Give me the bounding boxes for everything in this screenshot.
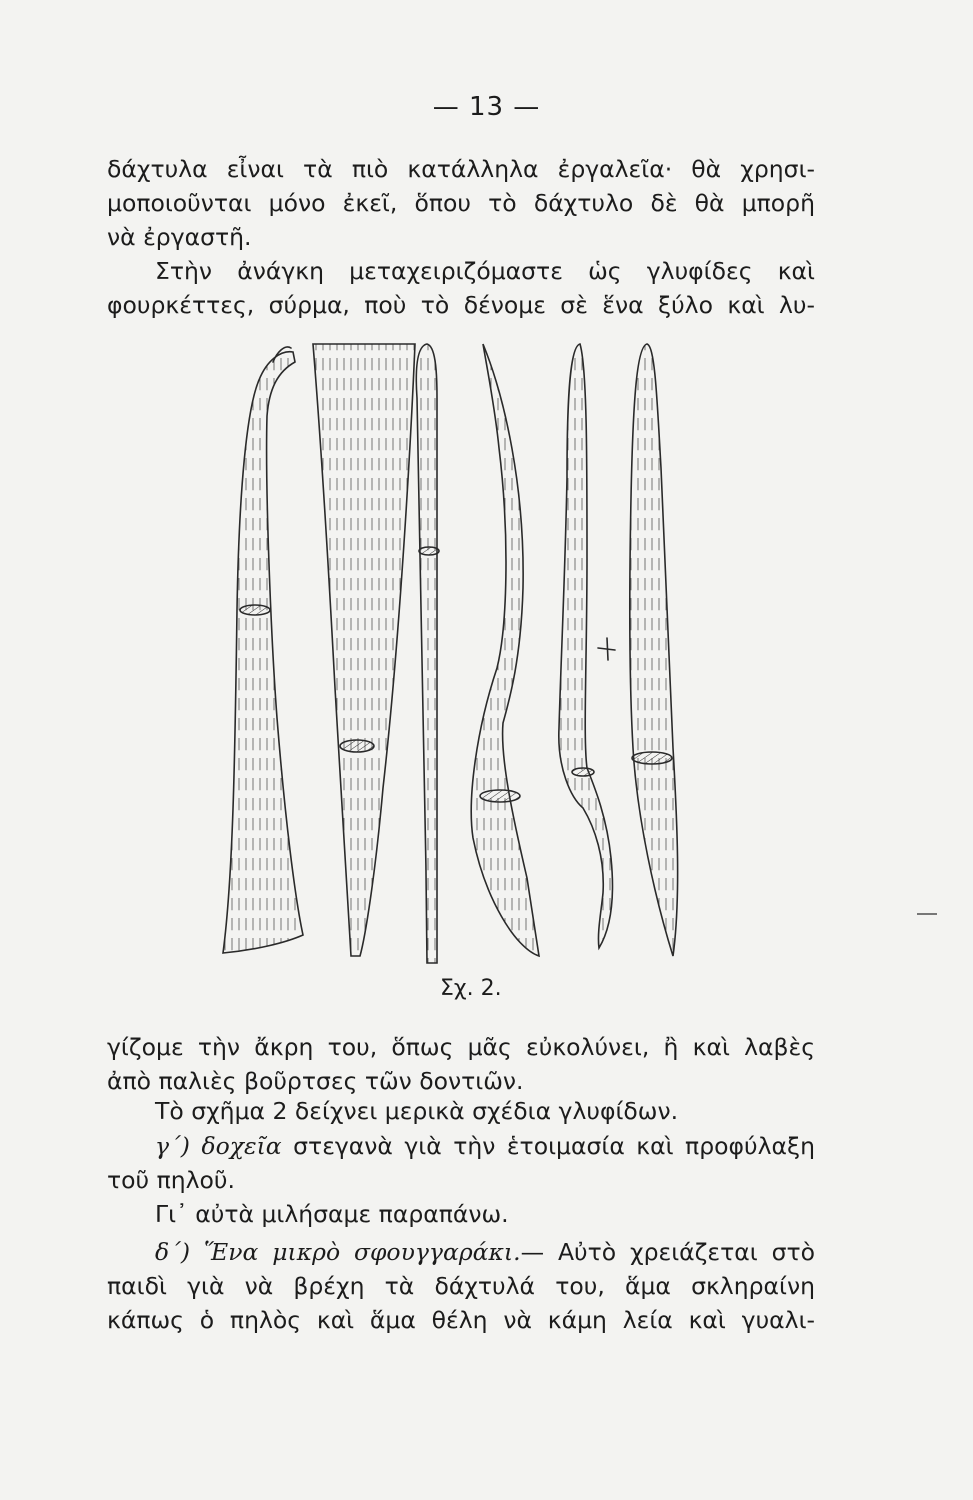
tool-wavy-narrow — [559, 344, 615, 948]
text-line: φουρκέττες, σύρμα, ποὺ τὸ δένομε σὲ ἕνα ξύλο καὶ λυ- — [107, 291, 815, 319]
text-line: μοποιοῦνται μόνο ἐκεῖ, ὅπου τὸ δάχτυλο δὲ θὰ μπορῆ — [107, 189, 815, 217]
text-line — [107, 1129, 815, 1163]
tool-hooked-spatula — [223, 347, 303, 953]
text-line — [107, 1235, 815, 1269]
paragraph-4 — [107, 1094, 815, 1128]
text-line: Στὴν ἀνάγκη μεταχειριζόμαστε ὡς γλυφίδες καὶ — [155, 257, 815, 285]
text-line: Γι᾿ αὐτὰ μιλήσαμε παραπάνω. — [155, 1200, 509, 1228]
text-span: στεγανὰ γιὰ τὴν ἑτοιμασία καὶ προφύλαξη — [281, 1132, 815, 1160]
page-number: — 13 — — [432, 92, 541, 122]
tool-long-tapered — [630, 344, 678, 956]
text-line: παιδὶ γιὰ νὰ βρέχη τὰ δάχτυλά του, ἅμα σκληραίνη — [107, 1272, 815, 1300]
paragraph-3 — [107, 1030, 815, 1098]
tool-thin-rod — [416, 344, 439, 963]
text-span: — Αὐτὸ χρειάζεται στὸ — [520, 1238, 815, 1266]
section-heading-c: γ΄) δοχεῖα — [155, 1132, 282, 1160]
text-line: τοῦ πηλοῦ. — [107, 1166, 235, 1194]
figure-modeling-tools — [215, 338, 695, 973]
text-line: Τὸ σχῆμα 2 δείχνει μερικὰ σχέδια γλυφίδων. — [155, 1097, 679, 1125]
tool-curved-blade — [471, 344, 539, 956]
paragraph-2 — [107, 254, 815, 322]
paragraph-1 — [107, 152, 815, 254]
text-line: δάχτυλα εἶναι τὰ πιὸ κατάλληλα ἐργαλεῖα· θὰ χρησι- — [107, 155, 815, 183]
text-line: ἀπὸ παλιὲς βοῦρτσες τῶν δοντιῶν. — [107, 1067, 524, 1095]
paragraph-6 — [107, 1197, 815, 1231]
section-heading-d: δ΄) Ἕνα μικρὸ σφουγγαράκι. — [155, 1238, 521, 1266]
figure-caption: Σχ. 2. — [440, 976, 502, 1001]
text-line: γίζομε τὴν ἄκρη του, ὅπως μᾶς εὐκολύνει, ἢ καὶ λαβὲς — [107, 1033, 815, 1061]
scan-mark — [917, 913, 937, 915]
paragraph-7 — [107, 1235, 815, 1337]
text-line: κάπως ὁ πηλὸς καὶ ἅμα θέλη νὰ κάμη λεία καὶ γυαλι- — [107, 1306, 815, 1334]
text-line: νὰ ἐργαστῆ. — [107, 223, 252, 251]
tool-wide-blade — [313, 344, 415, 956]
paragraph-5 — [107, 1129, 815, 1197]
